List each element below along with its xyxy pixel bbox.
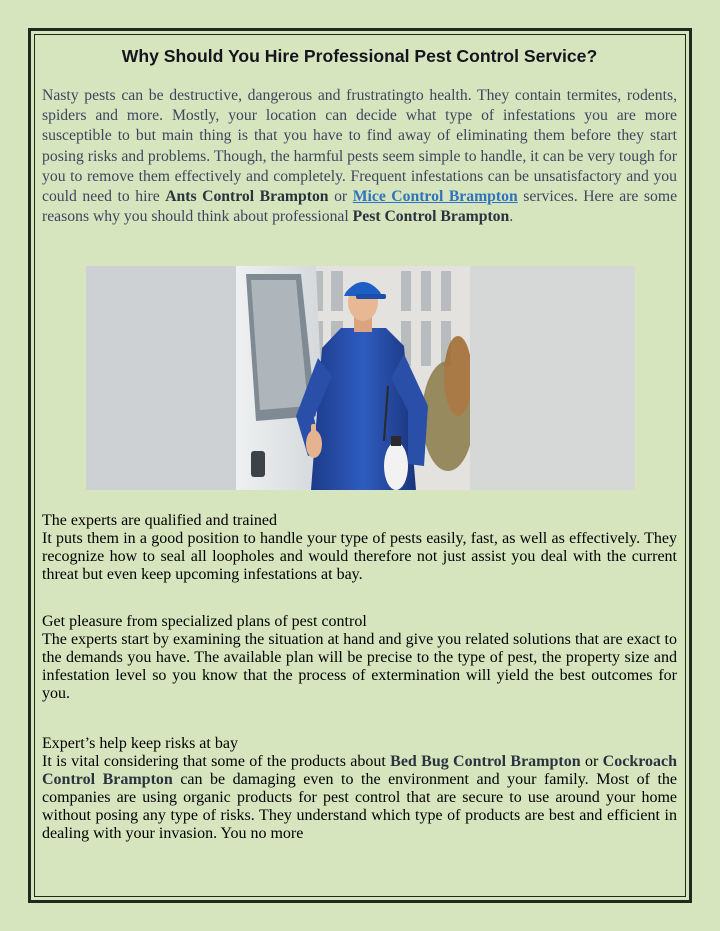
intro-or: or xyxy=(334,188,348,206)
risks-text-2: can be damaging even to the environment and your family. Most of the companies are using organic products for pest control that are secure to use around your home without posing any type of risks. They understand which type of products are best and efficient in dealing with your invasion. You no more xyxy=(42,771,678,842)
section-body xyxy=(42,753,677,843)
section-qualified xyxy=(42,512,677,584)
article xyxy=(42,44,677,227)
risks-or: or xyxy=(584,753,599,770)
section-heading: Get pleasure from specialized plans of pest control xyxy=(42,613,367,630)
bed-bug-control-keyword: Bed Bug Control Brampton xyxy=(390,753,581,770)
pest-control-keyword: Pest Control Brampton xyxy=(352,208,510,226)
intro-end: . xyxy=(509,208,514,226)
section-body: It puts them in a good position to handle your type of pests easily, fast, as well as effectively. They recognize how to seal all loopholes and would therefore not just assist you deal with the current threat but even keep upcoming infestations at bay. xyxy=(42,530,677,583)
cockroach-control-keyword: Cockroach Control Brampton xyxy=(42,753,678,788)
intro-text-1: Nasty pests can be destructive, dangerous and frustratingto health. They contain termites, rodents, spiders and more. Mostly, your location can decide what type of infestations you are more susceptible to but main thing is that you have to find away of eliminating them before they start posing risks and problems. Though, the harmful pests seem simple to handle, it can be very tough for you to remove them effectively and completely. Frequent infestations can be unsatisfactory and you could need to hire xyxy=(42,87,677,206)
page-title: Why Should You Hire Professional Pest Control Service? xyxy=(121,46,598,66)
section-body: The experts start by examining the situation at hand and give you related solutions that are exact to the demands you have. The available plan will be precise to the type of pest, the property size and infestation level so you know that the process of extermination will yield the best outcomes for you. xyxy=(42,631,677,702)
risks-text-1: It is vital considering that some of the products about xyxy=(42,753,386,770)
section-plans xyxy=(42,613,677,703)
pest-control-worker-photo xyxy=(86,266,635,490)
intro-text-2: services. Here are some reasons why you should think about professional xyxy=(42,188,678,226)
photo-illustration xyxy=(86,266,635,490)
section-risks xyxy=(42,735,677,843)
mice-control-link[interactable]: Mice Control Brampton xyxy=(352,188,518,206)
section-heading: The experts are qualified and trained xyxy=(42,512,277,529)
section-heading: Expert’s help keep risks at bay xyxy=(42,735,238,752)
intro-paragraph xyxy=(42,86,677,227)
ants-control-keyword: Ants Control Brampton xyxy=(165,188,329,206)
